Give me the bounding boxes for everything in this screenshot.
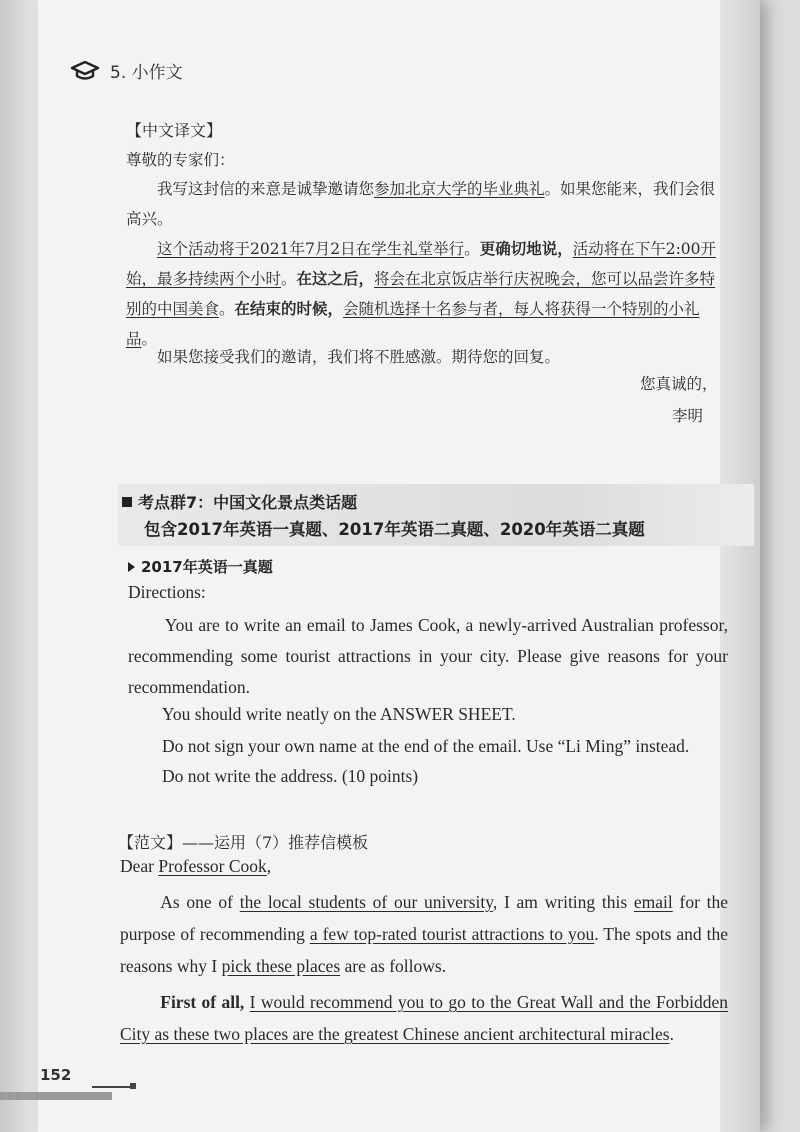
text: 。 bbox=[281, 270, 297, 288]
rule-1: You should write neatly on the ANSWER SHEET. bbox=[162, 704, 516, 724]
underlined-text: 参加北京大学的毕业典礼 bbox=[374, 180, 545, 198]
essay-paragraph-1 bbox=[120, 886, 728, 982]
text: , I am writing this bbox=[492, 892, 634, 912]
underlined-text: 活动将在下午2:00开始，最多持续两个小时 bbox=[126, 240, 717, 288]
underlined-text: a few top-rated tourist attractions to you bbox=[309, 924, 595, 944]
graduation-cap-icon bbox=[70, 61, 100, 81]
section-title: 5. 小作文 bbox=[110, 63, 183, 83]
exam-subhead bbox=[128, 556, 273, 577]
text: As one of bbox=[160, 892, 240, 912]
page-number: 152 bbox=[40, 1066, 72, 1084]
underlined-text: email bbox=[633, 892, 673, 912]
bold-text: 更确切地说， bbox=[479, 239, 573, 258]
bold-text: First of all, bbox=[160, 992, 245, 1012]
topic-banner bbox=[118, 484, 754, 546]
text: Dear bbox=[120, 856, 159, 876]
text: 。如果您能来，我们会很高兴。 bbox=[126, 180, 716, 228]
translation-paragraph-2 bbox=[126, 234, 726, 354]
footer-bar bbox=[0, 1092, 112, 1100]
text: , bbox=[266, 856, 272, 876]
page-gutter bbox=[0, 0, 38, 1132]
banner-title: 考点群7：中国文化景点类话题 bbox=[138, 493, 358, 512]
text: 。 bbox=[464, 240, 480, 258]
bold-text: 在这之后， bbox=[296, 269, 375, 288]
rule-3: Do not write the address. (10 points) bbox=[162, 766, 419, 786]
sign-off: 您真诚的， bbox=[640, 375, 718, 393]
underlined-text: Professor Cook bbox=[158, 856, 267, 876]
rule-2: Do not sign your own name at the end of the email. Use “Li Ming” instead. bbox=[162, 736, 690, 756]
underlined-text: 这个活动将于2021年7月2日在学生礼堂举行 bbox=[157, 240, 465, 258]
task-paragraph: You are to write an email to James Cook, a newly-arrived Australian professor, recommending some tourist attractions in your city. Please give reasons for your recommendation. bbox=[128, 615, 728, 697]
underlined-text: the local students of our university bbox=[239, 892, 493, 912]
footer-dot bbox=[130, 1083, 136, 1089]
text: 我写这封信的来意是诚挚邀请您 bbox=[157, 180, 375, 198]
text: for the purpose of recommending bbox=[120, 892, 729, 944]
signature: 李明 bbox=[672, 407, 704, 425]
subhead-text: 2017年英语一真题 bbox=[141, 558, 273, 576]
essay-paragraph-2 bbox=[120, 986, 728, 1050]
underlined-text: 将会在北京饭店举行庆祝晚会，您可以品尝许多特别的中国美食 bbox=[126, 270, 716, 318]
translation-paragraph-3: 如果您接受我们的邀请，我们将不胜感激。期待您的回复。 bbox=[157, 348, 561, 366]
triangle-bullet-icon bbox=[128, 562, 135, 572]
underlined-text: pick these places bbox=[221, 956, 341, 976]
text: . bbox=[669, 1024, 674, 1044]
translation-greeting: 尊敬的专家们： bbox=[126, 151, 235, 169]
page-header bbox=[70, 58, 183, 83]
bold-text: 在结束的时候， bbox=[234, 299, 344, 318]
banner-line-1 bbox=[122, 490, 357, 513]
directions-label: Directions: bbox=[128, 582, 206, 602]
text: . The spots and the reasons why I bbox=[120, 924, 729, 976]
square-bullet-icon bbox=[122, 497, 132, 507]
translation-paragraph-1 bbox=[126, 174, 726, 234]
underlined-text: I would recommend you to go to the Great Wall and the Forbidden City as these two places are the greatest Chinese ancient architectural miracles bbox=[120, 992, 728, 1044]
banner-line-2: 包含2017年英语一真题、2017年英语二真题、2020年英语二真题 bbox=[144, 520, 645, 539]
translation-title: 【中文译文】 bbox=[126, 121, 223, 140]
sample-label: 【范文】——运用（7）推荐信模板 bbox=[118, 833, 369, 852]
salutation bbox=[120, 856, 271, 877]
text: 。 bbox=[219, 300, 235, 318]
underlined-text: 会随机选择十名参与者，每人将获得一个特别的小礼品 bbox=[126, 300, 700, 348]
text: are as follows. bbox=[340, 956, 447, 976]
footer-line bbox=[92, 1086, 132, 1088]
text: 。 bbox=[141, 330, 158, 348]
